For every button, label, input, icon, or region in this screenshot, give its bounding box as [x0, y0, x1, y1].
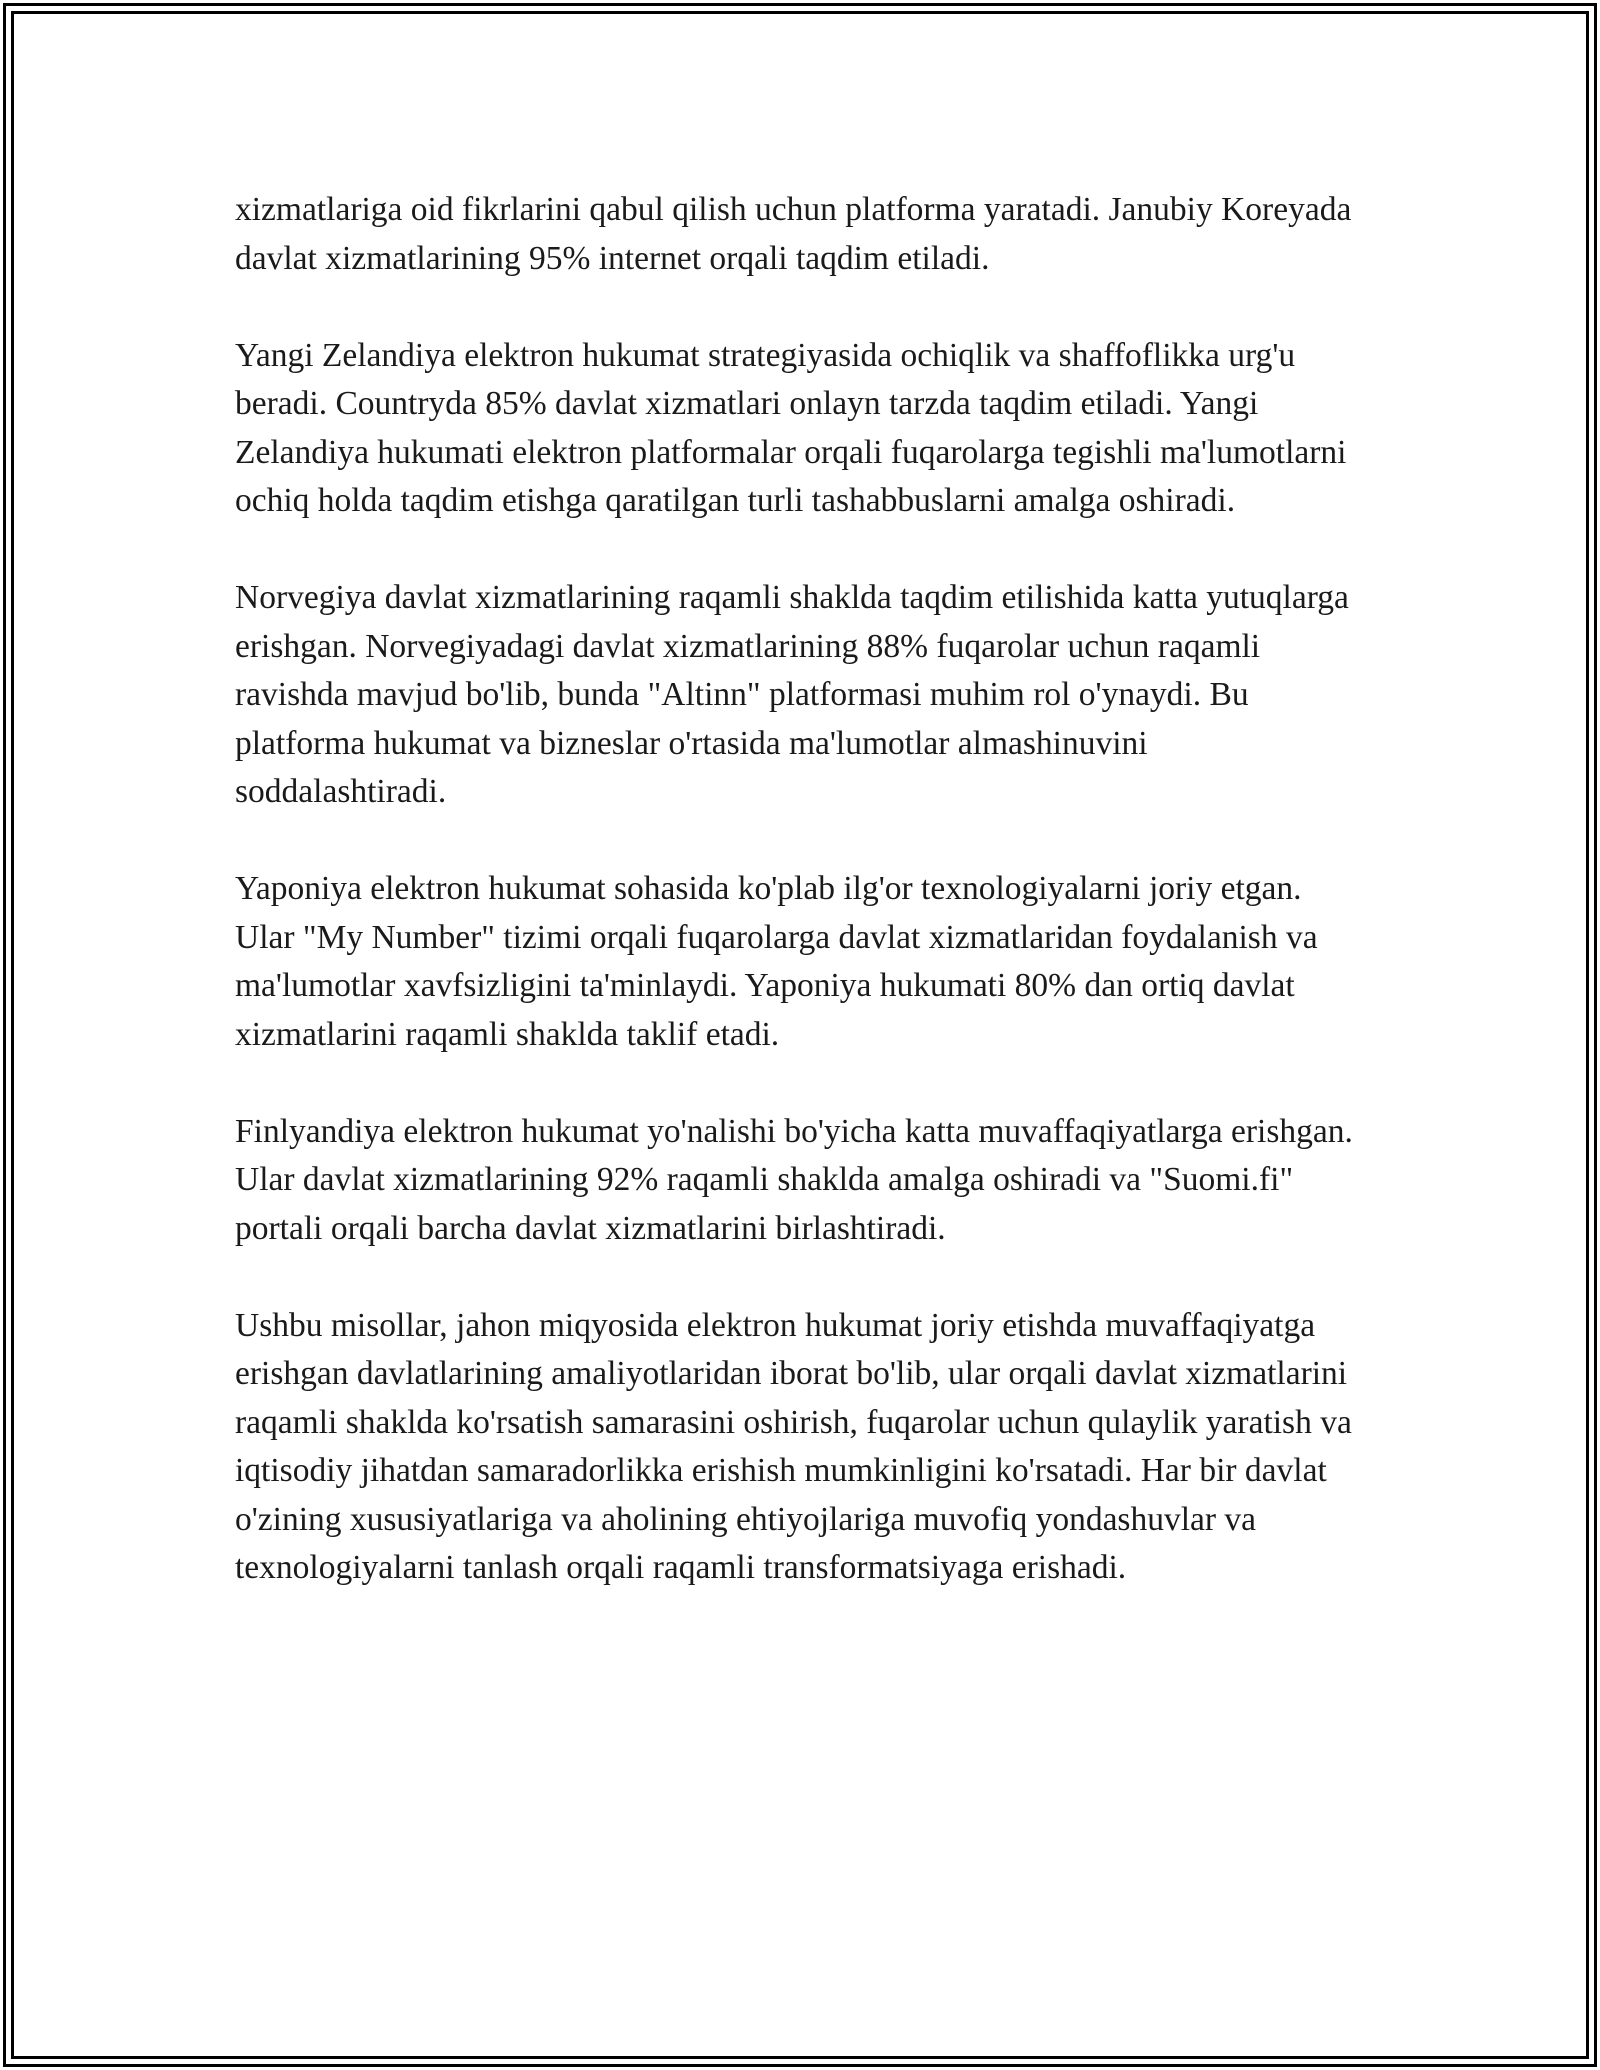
paragraph-japan: Yaponiya elektron hukumat sohasida ko'plab ilg'or texnologiyalarni joriy etgan. Ular "My Number" tizimi orqali fuqarolarga davlat xizmatlaridan foydalanish va ma'lumotlar xavfsizligini ta'minlaydi. Yaponiya hukumati 80% dan ortiq davlat xizmatlarini raqamli shaklda taklif etadi. [235, 870, 1318, 1053]
paragraph-south-korea: xizmatlariga oid fikrlarini qabul qilish uchun platforma yaratadi. Janubiy Koreyada davlat xizmatlarining 95% internet orqali taqdim etiladi. [235, 191, 1352, 277]
paragraph-new-zealand: Yangi Zelandiya elektron hukumat strategiyasida ochiqlik va shaffoflikka urg'u beradi. Countryda 85% davlat xizmatlari onlayn tarzda taqdim etiladi. Yangi Zelandiya hukumati elektron platformalar orqali fuqarolarga tegishli ma'lumotlarni ochiq holda taqdim etishga qaratilgan turli tashabbuslarni amalga oshiradi. [235, 336, 1347, 519]
paragraph-conclusion: Ushbu misollar, jahon miqyosida elektron hukumat joriy etishda muvaffaqiyatga erishgan davlatlarining amaliyotlaridan iborat bo'lib, ular orqali davlat xizmatlarini raqamli shaklda ko'rsatish samarasini oshirish, fuqarolar uchun qulaylik yaratish va iqtisodiy jihatdan samaradorlikka erishish mumkinligini ko'rsatadi. Har bir davlat o'zining xususiyatlariga va aholining ehtiyojlariga muvofiq yondashuvlar va texnologiyalarni tanlash orqali raqamli transformatsiyaga erishadi. [235, 1306, 1352, 1586]
paragraph-finland: Finlyandiya elektron hukumat yo'nalishi bo'yicha katta muvaffaqiyatlarga erishgan. Ular davlat xizmatlarining 92% raqamli shaklda amalga oshiradi va "Suomi.fi" portali orqali barcha davlat xizmatlarini birlashtiradi. [235, 1112, 1353, 1247]
document-body [235, 186, 1355, 1593]
paragraph-norway: Norvegiya davlat xizmatlarining raqamli shaklda taqdim etilishida katta yutuqlarga erishgan. Norvegiyadagi davlat xizmatlarining 88% fuqarolar uchun raqamli ravishda mavjud bo'lib, bunda "Altinn" platformasi muhim rol o'ynaydi. Bu platforma hukumat va bizneslar o'rtasida ma'lumotlar almashinuvini soddalashtiradi. [235, 579, 1349, 810]
